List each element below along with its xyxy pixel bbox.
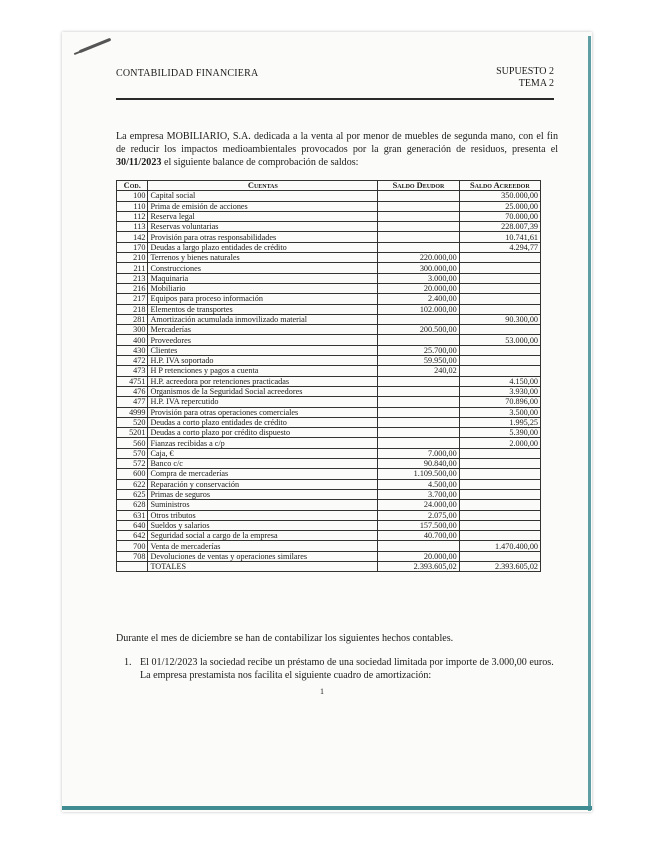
row-cod: 400 <box>117 335 148 345</box>
row-cuenta: Deudas a corto plazo por crédito dispuesto <box>148 428 378 438</box>
row-cuenta: Clientes <box>148 345 378 355</box>
row-cuenta: Proveedores <box>148 335 378 345</box>
page-number: 1 <box>320 687 324 696</box>
row-cod: 170 <box>117 242 148 252</box>
row-haber <box>459 448 540 458</box>
table-row <box>117 448 541 458</box>
row-cod: 4999 <box>117 407 148 417</box>
table-row <box>117 397 541 407</box>
row-cod: 640 <box>117 520 148 530</box>
row-debe: 102.000,00 <box>378 304 459 314</box>
row-debe: 2.075,00 <box>378 510 459 520</box>
row-cod: 473 <box>117 366 148 376</box>
row-haber <box>459 500 540 510</box>
table-row <box>117 314 541 324</box>
row-cuenta: Capital social <box>148 191 378 201</box>
row-cod: 476 <box>117 386 148 396</box>
row-debe: 1.109.500,00 <box>378 469 459 479</box>
intro-text: La empresa MOBILIARIO, S.A. dedicada a la venta al por menor de muebles de segunda mano, con el fin de reducir los impactos medioambientales provocados por la gran generación de residuos, presenta el <box>116 131 558 155</box>
row-debe <box>378 314 459 324</box>
row-debe: 20.000,00 <box>378 283 459 293</box>
row-haber: 53.000,00 <box>459 335 540 345</box>
row-cod: 560 <box>117 438 148 448</box>
row-debe: 24.000,00 <box>378 500 459 510</box>
table-body <box>117 191 541 562</box>
row-cuenta: Provisión para otras responsabilidades <box>148 232 378 242</box>
row-haber <box>459 479 540 489</box>
table-row <box>117 201 541 211</box>
totals-debe: 2.393.605,02 <box>378 561 459 571</box>
row-cod: 110 <box>117 201 148 211</box>
page-edge-right <box>588 36 591 811</box>
row-debe: 220.000,00 <box>378 253 459 263</box>
totals-cod <box>117 561 148 571</box>
table-row <box>117 242 541 252</box>
totals-row <box>117 561 541 571</box>
row-haber <box>459 551 540 561</box>
row-haber: 70.000,00 <box>459 211 540 221</box>
row-cuenta: Suministros <box>148 500 378 510</box>
totals-label: TOTALES <box>148 561 378 571</box>
row-cuenta: Seguridad social a cargo de la empresa <box>148 531 378 541</box>
row-haber <box>459 489 540 499</box>
table-header-row <box>117 181 541 191</box>
row-cod: 216 <box>117 283 148 293</box>
row-haber: 70.896,00 <box>459 397 540 407</box>
row-haber: 4.150,00 <box>459 376 540 386</box>
row-cod: 113 <box>117 222 148 232</box>
row-debe <box>378 222 459 232</box>
row-cod: 4751 <box>117 376 148 386</box>
row-cuenta: Mobiliario <box>148 283 378 293</box>
table-row <box>117 551 541 561</box>
row-haber <box>459 304 540 314</box>
row-cod: 477 <box>117 397 148 407</box>
row-haber <box>459 273 540 283</box>
row-haber <box>459 325 540 335</box>
row-cuenta: Construcciones <box>148 263 378 273</box>
row-cod: 642 <box>117 531 148 541</box>
row-debe: 300.000,00 <box>378 263 459 273</box>
row-cod: 300 <box>117 325 148 335</box>
row-cod: 112 <box>117 211 148 221</box>
table-row <box>117 253 541 263</box>
table-row <box>117 273 541 283</box>
row-haber: 4.294,77 <box>459 242 540 252</box>
row-cod: 520 <box>117 417 148 427</box>
row-cuenta: Sueldos y salarios <box>148 520 378 530</box>
table-row <box>117 263 541 273</box>
row-haber: 228.007,39 <box>459 222 540 232</box>
header-rule <box>116 98 554 100</box>
row-haber <box>459 253 540 263</box>
row-cod: 631 <box>117 510 148 520</box>
row-cod: 600 <box>117 469 148 479</box>
row-debe <box>378 438 459 448</box>
table-row <box>117 232 541 242</box>
table-row <box>117 541 541 551</box>
row-debe: 2.400,00 <box>378 294 459 304</box>
row-debe: 59.950,00 <box>378 356 459 366</box>
table-row <box>117 500 541 510</box>
row-debe: 90.840,00 <box>378 459 459 469</box>
row-debe <box>378 407 459 417</box>
row-cod: 708 <box>117 551 148 561</box>
row-cod: 472 <box>117 356 148 366</box>
row-debe: 25.700,00 <box>378 345 459 355</box>
row-haber: 1.995,25 <box>459 417 540 427</box>
row-haber <box>459 345 540 355</box>
row-cuenta: Otros tributos <box>148 510 378 520</box>
intro-text-end: el siguiente balance de comprobación de saldos: <box>163 157 359 168</box>
table-row <box>117 294 541 304</box>
header-subject: CONTABILIDAD FINANCIERA <box>116 68 259 79</box>
row-debe: 4.500,00 <box>378 479 459 489</box>
row-cod: 700 <box>117 541 148 551</box>
row-debe <box>378 191 459 201</box>
row-cuenta: Prima de emisión de acciones <box>148 201 378 211</box>
row-cod: 430 <box>117 345 148 355</box>
row-haber <box>459 531 540 541</box>
table-row <box>117 520 541 530</box>
header-cod: Cod. <box>117 181 148 191</box>
row-cuenta: H.P. IVA repercutido <box>148 397 378 407</box>
table-row <box>117 211 541 221</box>
table-row <box>117 438 541 448</box>
row-cuenta: Venta de mercaderías <box>148 541 378 551</box>
row-cod: 100 <box>117 191 148 201</box>
totals-haber: 2.393.605,02 <box>459 561 540 571</box>
row-debe: 7.000,00 <box>378 448 459 458</box>
table-row <box>117 428 541 438</box>
row-haber <box>459 459 540 469</box>
table-row <box>117 531 541 541</box>
table-row <box>117 376 541 386</box>
row-haber <box>459 283 540 293</box>
row-haber <box>459 263 540 273</box>
row-cuenta: Maquinaria <box>148 273 378 283</box>
row-debe <box>378 211 459 221</box>
row-cod: 622 <box>117 479 148 489</box>
list-item-text: El 01/12/2023 la sociedad recibe un préstamo de una sociedad limitada por importe de 3.000,00 euros. La empresa prestamista nos facilita el siguiente cuadro de amortización: <box>140 657 554 681</box>
row-debe <box>378 397 459 407</box>
row-cuenta: Mercaderías <box>148 325 378 335</box>
row-cod: 281 <box>117 314 148 324</box>
row-cuenta: Banco c/c <box>148 459 378 469</box>
row-cuenta: Organismos de la Seguridad Social acreedores <box>148 386 378 396</box>
table-row <box>117 386 541 396</box>
row-haber <box>459 520 540 530</box>
row-cuenta: Fianzas recibidas a c/p <box>148 438 378 448</box>
row-cod: 142 <box>117 232 148 242</box>
trial-balance-table <box>116 180 541 572</box>
row-cod: 570 <box>117 448 148 458</box>
row-cuenta: H.P. acreedora por retenciones practicadas <box>148 376 378 386</box>
row-debe <box>378 335 459 345</box>
header-haber: Saldo Acreedor <box>459 181 540 191</box>
header-case: SUPUESTO 2 <box>496 66 554 77</box>
row-haber <box>459 510 540 520</box>
row-cod: 218 <box>117 304 148 314</box>
table-row <box>117 345 541 355</box>
row-cuenta: Reparación y conservación <box>148 479 378 489</box>
table-row <box>117 304 541 314</box>
row-haber <box>459 356 540 366</box>
row-haber: 10.741,61 <box>459 232 540 242</box>
row-debe <box>378 541 459 551</box>
row-haber: 2.000,00 <box>459 438 540 448</box>
row-cuenta: Provisión para otras operaciones comerciales <box>148 407 378 417</box>
row-debe <box>378 428 459 438</box>
row-cuenta: Deudas a corto plazo entidades de crédito <box>148 417 378 427</box>
row-haber: 5.390,00 <box>459 428 540 438</box>
header-topic: TEMA 2 <box>518 78 554 89</box>
row-cuenta: Equipos para proceso información <box>148 294 378 304</box>
row-haber: 3.500,00 <box>459 407 540 417</box>
row-haber <box>459 294 540 304</box>
row-cuenta: Amortización acumulada inmovilizado material <box>148 314 378 324</box>
row-cuenta: Compra de mercaderías <box>148 469 378 479</box>
row-cod: 211 <box>117 263 148 273</box>
row-cuenta: Devoluciones de ventas y operaciones similares <box>148 551 378 561</box>
row-haber: 3.930,00 <box>459 386 540 396</box>
row-cuenta: H.P. IVA soportado <box>148 356 378 366</box>
row-cuenta: Elementos de transportes <box>148 304 378 314</box>
row-debe <box>378 417 459 427</box>
row-cuenta: Deudas a largo plazo entidades de crédito <box>148 242 378 252</box>
row-debe <box>378 386 459 396</box>
row-cod: 628 <box>117 500 148 510</box>
row-cuenta: Reserva legal <box>148 211 378 221</box>
row-haber <box>459 366 540 376</box>
row-cod: 217 <box>117 294 148 304</box>
closing-sentence: Durante el mes de diciembre se han de contabilizar los siguientes hechos contables. <box>116 633 454 644</box>
intro-date: 30/11/2023 <box>116 157 162 168</box>
row-cuenta: Reservas voluntarias <box>148 222 378 232</box>
table-row <box>117 222 541 232</box>
row-cod: 572 <box>117 459 148 469</box>
table-row <box>117 510 541 520</box>
table-row <box>117 283 541 293</box>
row-debe: 200.500,00 <box>378 325 459 335</box>
row-debe: 3.000,00 <box>378 273 459 283</box>
row-cuenta: Terrenos y bienes naturales <box>148 253 378 263</box>
table-row <box>117 191 541 201</box>
row-debe: 157.500,00 <box>378 520 459 530</box>
row-haber: 25.000,00 <box>459 201 540 211</box>
row-cuenta: H P retenciones y pagos a cuenta <box>148 366 378 376</box>
table-row <box>117 325 541 335</box>
page-edge-bottom <box>62 806 592 810</box>
table-row <box>117 479 541 489</box>
row-debe <box>378 201 459 211</box>
row-cod: 625 <box>117 489 148 499</box>
row-debe <box>378 376 459 386</box>
row-cuenta: Primas de seguros <box>148 489 378 499</box>
header-cuentas: Cuentas <box>148 181 378 191</box>
row-debe <box>378 232 459 242</box>
row-cod: 210 <box>117 253 148 263</box>
table-row <box>117 366 541 376</box>
row-haber: 1.470.400,00 <box>459 541 540 551</box>
row-haber: 90.300,00 <box>459 314 540 324</box>
list-item-number: 1. <box>124 657 132 668</box>
row-haber <box>459 469 540 479</box>
table-row <box>117 489 541 499</box>
table-row <box>117 335 541 345</box>
header-debe: Saldo Deudor <box>378 181 459 191</box>
table-row <box>117 407 541 417</box>
table-row <box>117 417 541 427</box>
table-row <box>117 356 541 366</box>
row-cod: 5201 <box>117 428 148 438</box>
row-debe: 3.700,00 <box>378 489 459 499</box>
header-case-block <box>480 66 554 90</box>
table-row <box>117 469 541 479</box>
row-cuenta: Caja, € <box>148 448 378 458</box>
row-debe: 20.000,00 <box>378 551 459 561</box>
row-cod: 213 <box>117 273 148 283</box>
row-debe: 40.700,00 <box>378 531 459 541</box>
row-haber: 350.000,00 <box>459 191 540 201</box>
row-debe: 240,02 <box>378 366 459 376</box>
row-debe <box>378 242 459 252</box>
table-row <box>117 459 541 469</box>
intro-paragraph <box>116 130 558 169</box>
